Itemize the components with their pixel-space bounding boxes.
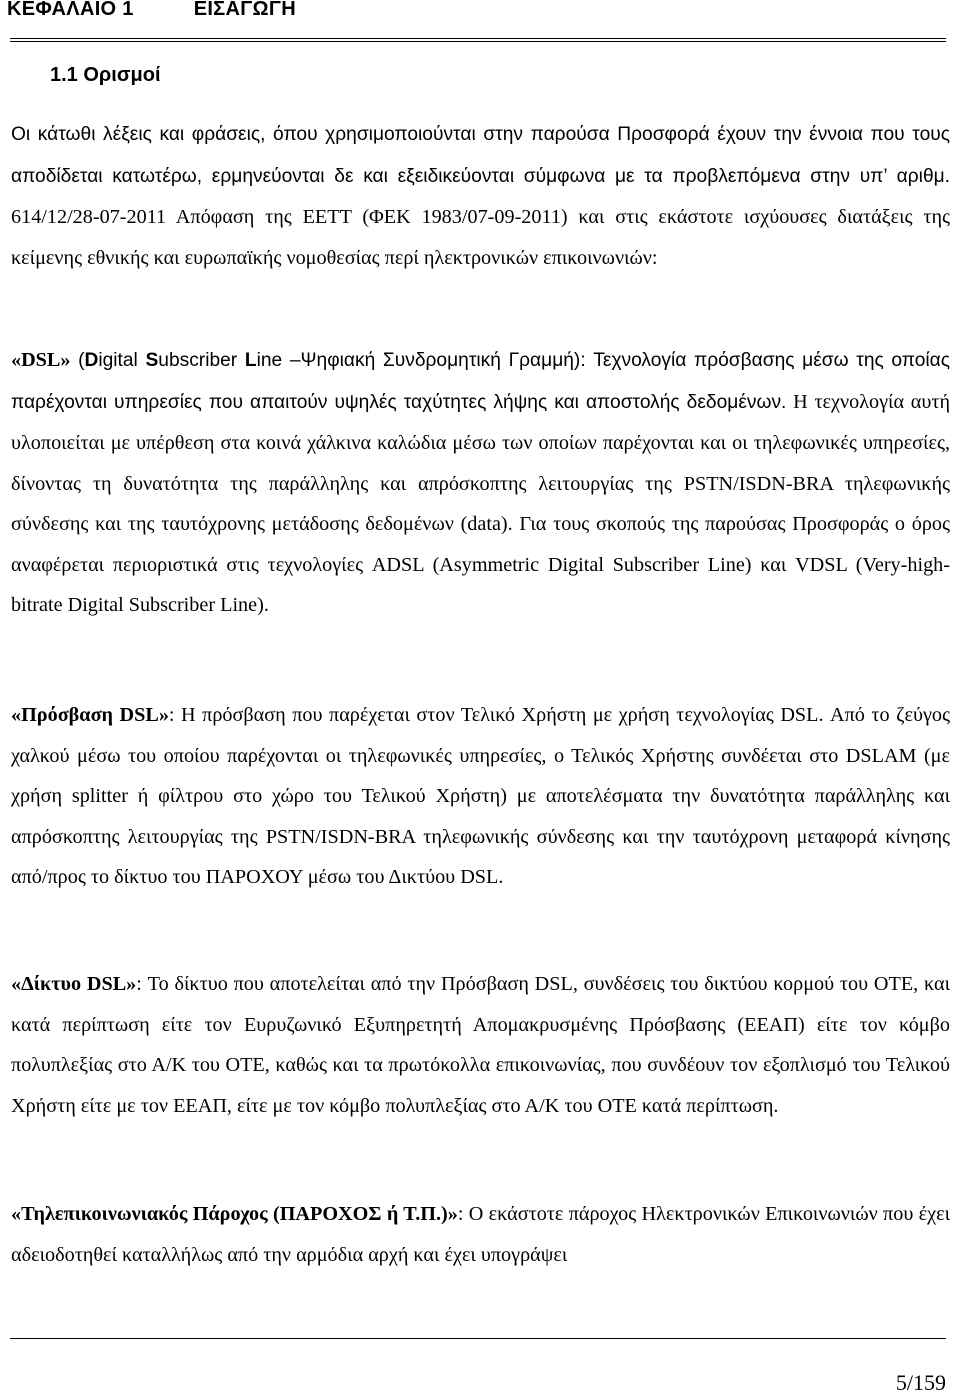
intro-text-sans: Οι κάτωθι λέξεις και φράσεις, όπου χρησιμοποιούνται στην παρούσα Προσφορά έχουν την έννοια που τους αποδίδεται κατωτέρω, ερμηνεύονται δε και εξειδικεύονται σύμφωνα με τα προβλεπόμενα στην υπ’ αριθμ. — [11, 124, 950, 187]
footer-rule — [10, 1338, 946, 1339]
definition-dsl-access — [11, 695, 950, 898]
definition-provider — [11, 1194, 950, 1275]
term-dsl: «DSL» — [11, 349, 71, 371]
dsl-access-def: : Η πρόσβαση που παρέχεται στον Τελικό Χρήστη με χρήση τεχνολογίας DSL. Από το ζεύγος χαλκού μέσω του οποίου παρέχονται οι τηλεφωνικές υπηρεσίες, ο Τελικός Χρήστης συνδέεται στο DSLAM (με χρήση splitter ή φίλτρου στο χώρο του Τελικού Χρήστη) με αποτελέσματα την δυνατότητα παράλληλης και απρόσκοπτης λειτουργίας της PSTN/ISDN-BRA τηλεφωνικής σύνδεσης και την ταυτόχρονη μεταφορά κίνησης από/προς το δίκτυο του ΠΑΡΟΧΟΥ μέσω του Δικτύου DSL. — [11, 704, 950, 888]
dsl-letter-l: L — [244, 350, 257, 371]
chapter-header — [7, 0, 296, 21]
term-dsl-access: «Πρόσβαση DSL» — [11, 704, 169, 726]
section-title: 1.1 Ορισμοί — [50, 64, 161, 86]
header-rule-top — [10, 38, 946, 39]
chapter-label: ΚΕΦΑΛΑΙΟ 1 — [7, 0, 134, 20]
term-provider: «Τηλεπικοινωνιακός Πάροχος (ΠΑΡΟΧΟΣ ή Τ.Π.)» — [11, 1203, 458, 1225]
dsl-network-def: : Το δίκτυο που αποτελείται από την Πρόσβαση DSL, συνδέσεις του δικτύου κορμού του ΟΤΕ, και κατά περίπτωση είτε τον Ευρυζωνικό Εξυπηρετητή Απομακρυσμένης Πρόσβασης (ΕΕΑΠ) είτε τον κόμβο πολυπλεξίας στο Α/Κ του ΟΤΕ, καθώς και τα πρωτόκολλα επικοινωνίας, που συνδέουν τον εξοπλισμό του Τελικού Χρήστη είτε με τον ΕΕΑΠ, είτε με τον κόμβο πολυπλεξίας στο Α/Κ του ΟΤΕ κατά περίπτωση. — [11, 973, 950, 1117]
page-number: 5/159 — [895, 1370, 946, 1395]
dsl-letter-s: S — [145, 350, 159, 371]
dsl-def-part: ubscriber — [158, 350, 245, 371]
dsl-letter-d: D — [84, 350, 99, 371]
dsl-def-part: ine –Ψηφιακή Συνδρομητική Γραμμή): Τεχνολογία πρόσβασης μέσω της οποίας παρέχονται υπηρεσίες που απαιτούν υψηλές ταχύτητες λήψης και αποστολής δεδομένων. — [11, 350, 951, 413]
definition-dsl — [11, 340, 950, 626]
intro-text-serif: 614/12/28-07-2011 Απόφαση της ΕΕΤΤ (ΦΕΚ 1983/07-09-2011) και στις εκάστοτε ισχύουσες διατάξεις της κείμενης εθνικής και ευρωπαϊκής νομοθεσίας περί ηλεκτρονικών επικοινωνιών: — [11, 206, 950, 269]
provider-def: : Ο εκάστοτε πάροχος Ηλεκτρονικών Επικοινωνιών που έχει αδειοδοτηθεί καταλλήλως από την αρμόδια αρχή και έχει υπογράψει — [11, 1203, 951, 1266]
header-rule-bottom — [10, 41, 946, 42]
term-dsl-network: «Δίκτυο DSL» — [11, 973, 137, 995]
intro-paragraph — [11, 114, 950, 278]
dsl-def-part: igital — [98, 350, 146, 371]
definition-dsl-network — [11, 964, 950, 1126]
dsl-def-part: ( — [70, 350, 85, 371]
chapter-title: ΕΙΣΑΓΩΓΗ — [193, 0, 296, 20]
dsl-def-part: Η τεχνολογία αυτή υλοποιείται με υπέρθεση στα κοινά χάλκινα καλώδια μέσω των οποίων παρέχονται και οι τηλεφωνικές υπηρεσίες, δίνοντας τη δυνατότητα της παράλληλης και απρόσκοπτης λειτουργίας της PSTN/ISDN-BRA τηλεφωνικής σύνδεσης και της ταυτόχρονης μετάδοσης δεδομένων (data). Για τους σκοπούς της παρούσας Προσφοράς ο όρος αναφέρεται περιοριστικά στις τεχνολογίες ADSL (Asymmetric Digital Subscriber Line) και VDSL (Very-high-bitrate Digital Subscriber Line). — [11, 390, 950, 616]
